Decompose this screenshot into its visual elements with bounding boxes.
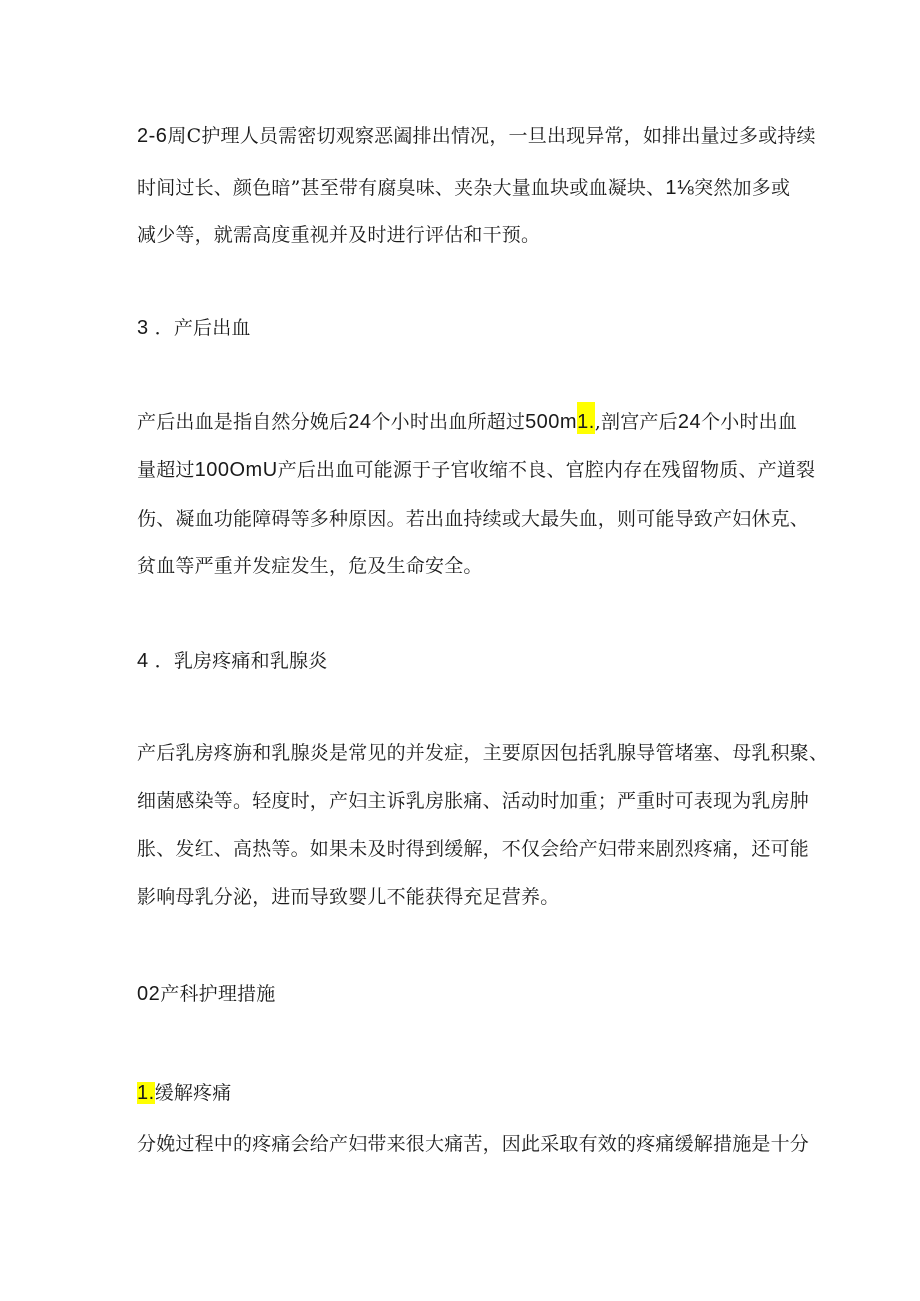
pph-line-2-text-b: 产后出血可能源于子官收缩不良、官腔内存在残留物质、产道裂 (277, 459, 816, 481)
pain-line-1 (137, 1132, 810, 1156)
pph-line-4-text: 贫血等严重并发症发生，危及生命安全。 (137, 555, 483, 577)
heading-text: 缓解疼痛 (154, 1082, 232, 1104)
breast-line-1 (137, 741, 829, 765)
heading-text: ．产后出血 (154, 317, 251, 339)
pph-line-3-text: 伤、凝血功能障碍等多种原因。若出血持续或大最失血，则可能导致产妇休克、 (137, 508, 810, 530)
pph-line-1 (137, 410, 797, 434)
pph-num-24: 24 (348, 411, 372, 433)
heading-postpartum-hemorrhage (137, 316, 797, 340)
pph-text-a: 产后出血是指自然分娩后 (137, 411, 349, 433)
week-range: 2-6 (137, 125, 168, 147)
lochia-line-1-text: 周C护理人员需密切观察恶阖排出情况，一旦出现异常，如排出量过多或持续 (167, 125, 816, 147)
lochia-fraction: 1⅛ (665, 177, 695, 199)
breast-line-3 (137, 837, 810, 861)
pph-line-4 (137, 554, 797, 578)
lochia-line-2 (137, 176, 797, 200)
breast-line-4-text: 影响母乳分泌，进而导致婴儿不能获得充足营养。 (137, 886, 560, 908)
breast-line-2-text: 细菌感染等。轻度时，产妇主诉乳房胀痛、活动时加重；严重时可表现为乳房肿 (137, 790, 810, 812)
pph-text-b: 个小时出血所超过 (371, 411, 526, 433)
heading-number: 3 (137, 317, 149, 339)
lochia-line-3 (137, 223, 797, 247)
section-heading-nursing-measures (137, 982, 797, 1006)
heading-pain-relief (137, 1081, 797, 1105)
pain-line-1-text: 分娩过程中的疼痛会给产妇带来很大痛苦，因此采取有效的疼痛缓解措施是十分 (137, 1133, 810, 1155)
lochia-line-1 (137, 124, 816, 148)
section-number: 02 (137, 983, 161, 1005)
heading-number: 4 (137, 650, 149, 672)
pph-text-d: 个小时出血 (701, 411, 798, 433)
pph-text-c: ,剖宫产后 (594, 411, 678, 433)
highlighted-text: 1. (577, 402, 595, 434)
section-title: 产科护理措施 (160, 983, 276, 1005)
pph-line-3 (137, 507, 810, 531)
lochia-line-3-text: 减少等，就需高度重视并及时进行评估和干预。 (137, 224, 541, 246)
pph-line-2 (137, 458, 816, 482)
pph-num-500: 500m (525, 411, 578, 433)
breast-line-2 (137, 789, 810, 813)
lochia-line-2-text-b: 突然加多或 (694, 177, 791, 199)
pph-line-2-text-a: 量超过 (137, 459, 195, 481)
heading-breast-pain (137, 649, 797, 673)
breast-line-3-text: 胀、发红、高热等。如果未及时得到缓解，不仅会给产妇带来剧烈疼痛，还可能 (137, 838, 810, 860)
pph-num-1000: 100OmU (194, 459, 278, 481)
lochia-line-2-text-a: 时间过长、颜色暗”甚至带有腐臭味、夹杂大量血块或血凝块、 (137, 177, 666, 199)
heading-text: ．乳房疼痛和乳腺炎 (154, 650, 328, 672)
breast-line-1-text: 产后乳房疼旃和乳腺炎是常见的并发症，主要原因包括乳腺导管堵塞、母乳积聚、 (137, 742, 829, 764)
highlighted-number: 1. (137, 1082, 155, 1104)
pph-num-24b: 24 (677, 411, 702, 433)
breast-line-4 (137, 885, 797, 909)
